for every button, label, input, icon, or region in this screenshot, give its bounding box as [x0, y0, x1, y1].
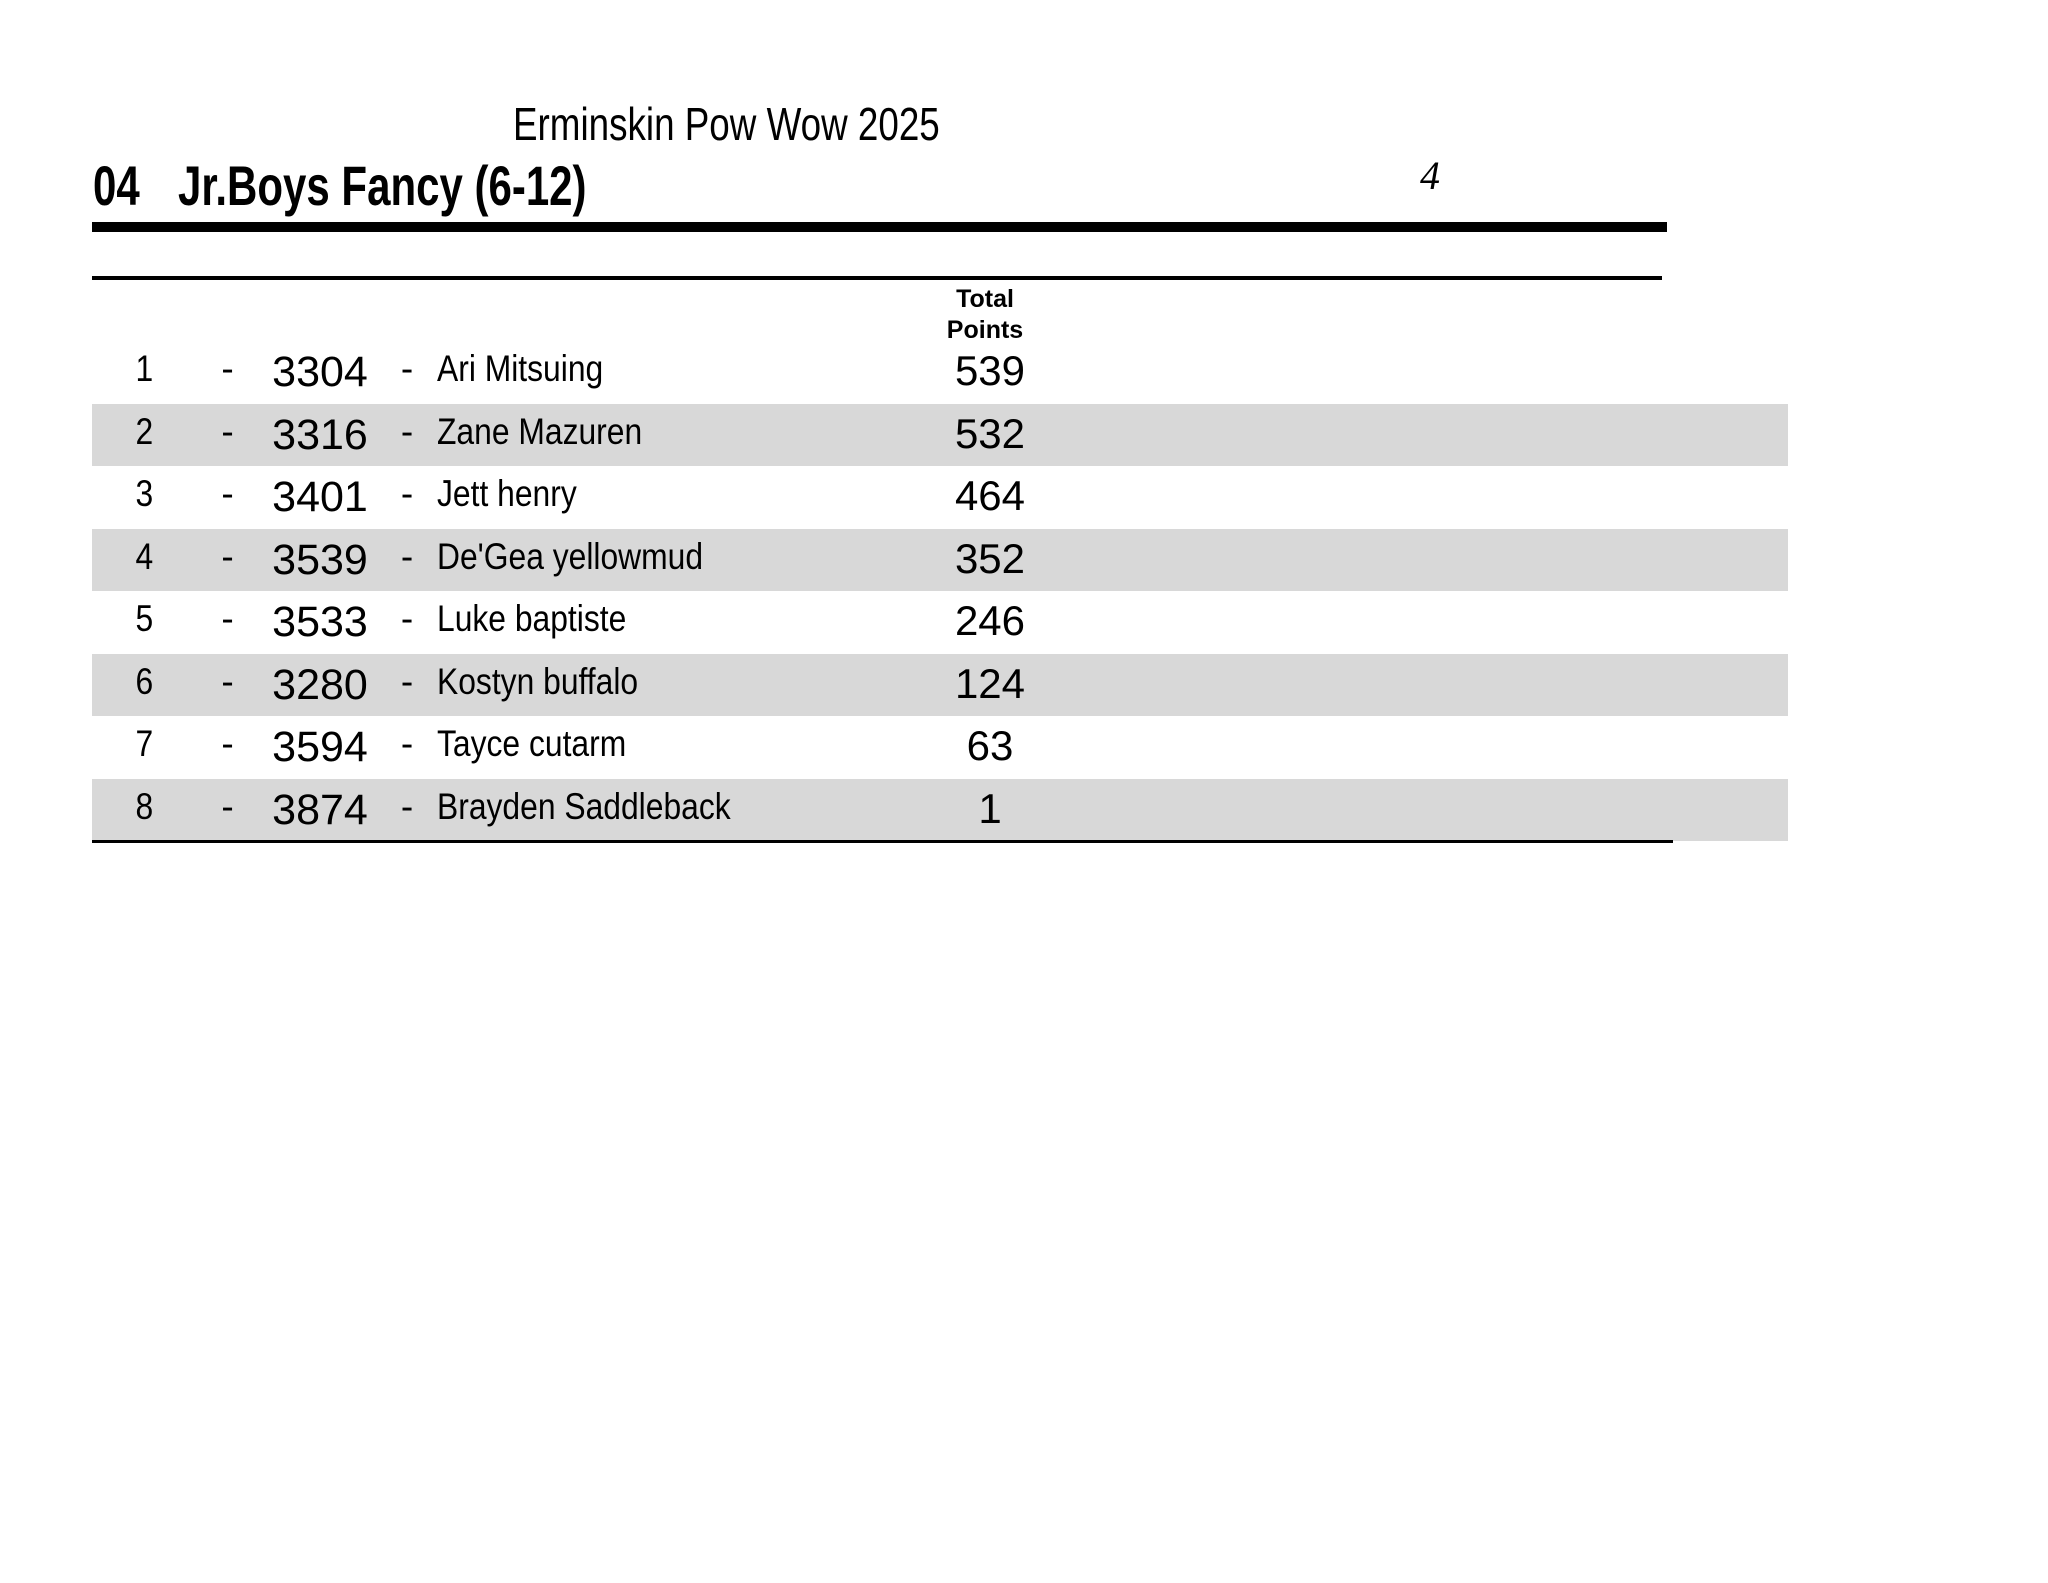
- rank-cell: [92, 654, 197, 709]
- separator-dash: -: [400, 598, 414, 639]
- table-row: [92, 529, 1788, 592]
- contestant-name-cell: [432, 716, 860, 771]
- total-points-value: 1: [978, 784, 1002, 832]
- total-points-value: 464: [954, 472, 1026, 519]
- contestant-name-cell: [432, 466, 860, 521]
- contestant-number: 3401: [272, 473, 368, 521]
- contestant-number: 3874: [272, 785, 368, 834]
- results-table-body: [92, 341, 1788, 841]
- category-title-text: Jr.Boys Fancy (6-12): [178, 154, 587, 217]
- contestant-name-cell: [432, 341, 860, 396]
- total-points-header-line1: Total: [956, 285, 1014, 313]
- contestant-name-cell: [432, 654, 860, 709]
- contestant-number: 3316: [272, 410, 368, 459]
- separator-dash: -: [221, 535, 234, 577]
- total-points-header-line2: Points: [946, 316, 1024, 344]
- rank-value: 8: [135, 785, 154, 827]
- rank-value: 2: [135, 410, 154, 452]
- separator-dash: -: [221, 348, 234, 389]
- rank-cell: [92, 716, 197, 771]
- rank-value: 7: [135, 723, 154, 764]
- contestant-name: Kostyn buffalo: [437, 660, 639, 702]
- rank-value: 3: [135, 473, 154, 514]
- separator-dash: -: [400, 535, 414, 577]
- rank-cell: [92, 529, 197, 584]
- contestant-number: 3533: [272, 598, 368, 646]
- total-points-value: 246: [954, 597, 1026, 644]
- total-points-column-header: [855, 284, 1115, 346]
- table-row: [92, 341, 1788, 404]
- rank-cell: [92, 341, 197, 396]
- table-bottom-rule: [92, 840, 1673, 843]
- contestant-name: Tayce cutarm: [437, 723, 627, 764]
- separator-dash: -: [221, 660, 234, 702]
- table-row: [92, 654, 1788, 717]
- contestant-name-cell: [432, 779, 860, 834]
- title-divider-rule: [92, 222, 1667, 232]
- separator-dash: -: [221, 598, 234, 639]
- table-row: [92, 779, 1788, 842]
- table-row: [92, 466, 1788, 529]
- rank-cell: [92, 466, 197, 521]
- rank-cell: [92, 779, 197, 834]
- event-title-text: Erminskin Pow Wow 2025: [513, 98, 940, 150]
- separator-dash: -: [400, 660, 414, 702]
- total-points-value: 539: [954, 347, 1026, 394]
- contestant-number: 3539: [272, 535, 368, 584]
- rank-cell: [92, 404, 197, 459]
- contestant-name-cell: [432, 591, 860, 646]
- separator-dash: -: [221, 410, 234, 452]
- separator-dash: -: [221, 723, 234, 764]
- table-row: [92, 591, 1788, 654]
- total-points-value: 124: [954, 659, 1026, 707]
- category-number-text: 04: [93, 154, 140, 217]
- total-points-value: 63: [966, 722, 1014, 769]
- event-title: [513, 98, 1046, 150]
- contestant-name: Ari Mitsuing: [437, 348, 604, 389]
- contestant-name: Jett henry: [437, 473, 577, 514]
- contestant-number: 3594: [272, 723, 368, 771]
- contestant-name: Zane Mazuren: [437, 410, 643, 452]
- table-row: [92, 404, 1788, 467]
- contestant-number: 3280: [272, 660, 368, 709]
- separator-dash: -: [400, 473, 414, 514]
- separator-dash: -: [400, 785, 414, 827]
- rank-value: 6: [135, 660, 154, 702]
- rank-cell: [92, 591, 197, 646]
- category-number: [93, 154, 155, 217]
- separator-dash: -: [221, 473, 234, 514]
- page-number: 4: [1420, 153, 1440, 198]
- contestant-name: Brayden Saddleback: [437, 785, 731, 827]
- separator-dash: -: [400, 410, 414, 452]
- rank-value: 5: [135, 598, 154, 639]
- table-row: [92, 716, 1788, 779]
- contestant-name: Luke baptiste: [437, 598, 627, 639]
- separator-dash: -: [400, 348, 414, 389]
- rank-value: 4: [135, 535, 154, 577]
- category-title: [178, 154, 723, 217]
- total-points-value: 352: [954, 534, 1026, 582]
- rank-value: 1: [135, 348, 154, 389]
- contestant-name: De'Gea yellowmud: [437, 535, 704, 577]
- separator-dash: -: [221, 785, 234, 827]
- total-points-value: 532: [954, 409, 1026, 457]
- separator-dash: -: [400, 723, 414, 764]
- table-top-rule: [92, 276, 1662, 280]
- contestant-number: 3304: [272, 348, 368, 396]
- contestant-name-cell: [432, 529, 860, 584]
- contestant-name-cell: [432, 404, 860, 459]
